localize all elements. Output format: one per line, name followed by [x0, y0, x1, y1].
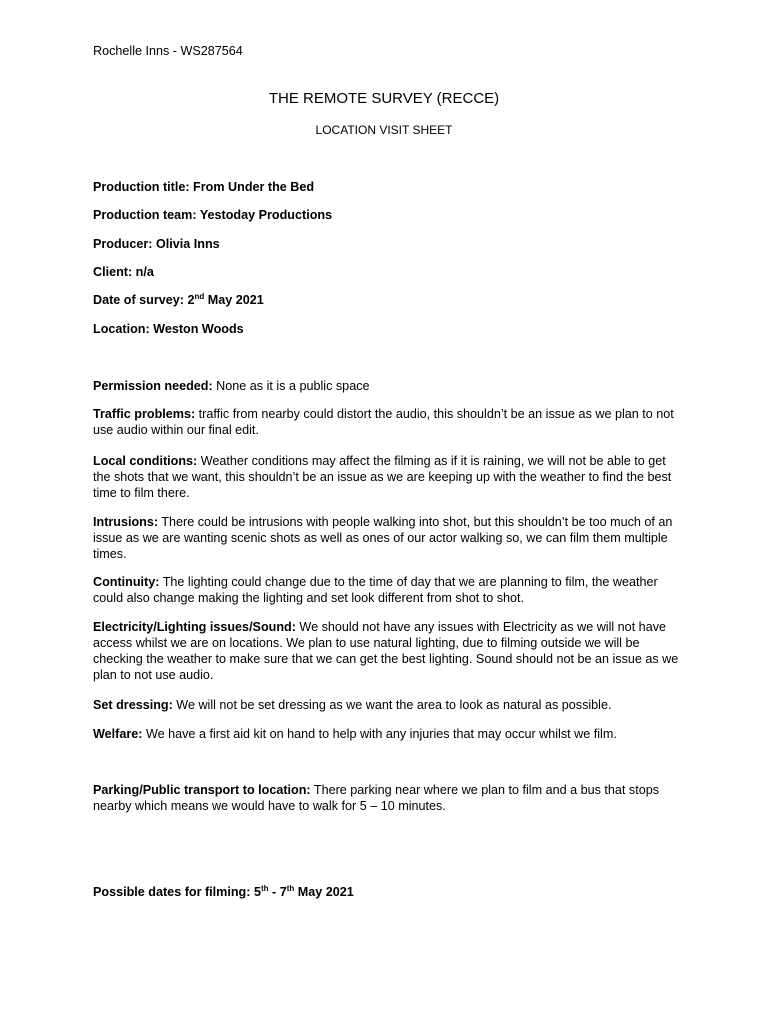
producer: Producer: Olivia Inns — [93, 237, 220, 251]
section-permission: Permission needed: None as it is a public space — [93, 379, 370, 393]
section-label: Traffic problems: — [93, 407, 196, 421]
production-title: Production title: From Under the Bed — [93, 180, 315, 194]
section-label: Intrusions: — [93, 515, 159, 529]
section-label: Local conditions: — [93, 454, 198, 468]
section-continuity: Continuity: The lighting could change due to the time of day that we are planning to film, the weather could also change making the lighting and set look different from shot to shot. — [93, 575, 658, 605]
production-team: Production team: Yestoday Productions — [93, 208, 333, 222]
section-intrusions: Intrusions: There could be intrusions with people walking into shot, but this shouldn’t be too much of an issue as we are wanting scenic shots as well as ones of our actor walking so, we can film them multiple times. — [93, 515, 673, 561]
section-parking: Parking/Public transport to location: There parking near where we plan to film and a bus that stops nearby which means we would have to walk for 5 – 10 minutes. — [93, 783, 660, 813]
section-local-conditions: Local conditions: Weather conditions may affect the filming as if it is raining, we will not be able to get the shots that we want, this shouldn’t be an issue as we are keeping up with the weather to find the best time to film there. — [93, 454, 672, 500]
location: Location: Weston Woods — [93, 322, 244, 336]
section-label: Welfare: — [93, 727, 143, 741]
section-welfare: Welfare: We have a first aid kit on hand to help with any injuries that may occur whilst we film. — [93, 727, 617, 741]
document-subtitle: LOCATION VISIT SHEET — [315, 123, 453, 137]
section-label: Permission needed: — [93, 379, 213, 393]
section-set-dressing: Set dressing: We will not be set dressing as we want the area to look as natural as possible. — [93, 698, 612, 712]
section-traffic: Traffic problems: traffic from nearby could distort the audio, this shouldn’t be an issue as we plan to not use audio within our final edit. — [93, 407, 674, 437]
date-of-survey: Date of survey: 2nd May 2021 — [93, 291, 264, 307]
section-electricity: Electricity/Lighting issues/Sound: We should not have any issues with Electricity as we will not have access whilst we are on locations. We plan to use natural lighting, due to filming outside we will be checking the weather to make sure that we can get the best lighting. Sound should not be an issue as we plan to not use audio. — [93, 620, 679, 682]
section-label: Continuity: — [93, 575, 160, 589]
client: Client: n/a — [93, 265, 154, 279]
possible-dates: Possible dates for filming: 5th - 7th May 2021 — [93, 883, 354, 899]
section-label: Electricity/Lighting issues/Sound: — [93, 620, 296, 634]
author-line: Rochelle Inns - WS287564 — [93, 44, 243, 58]
section-label: Parking/Public transport to location: — [93, 783, 311, 797]
section-label: Set dressing: — [93, 698, 173, 712]
document-title: THE REMOTE SURVEY (RECCE) — [268, 90, 500, 107]
